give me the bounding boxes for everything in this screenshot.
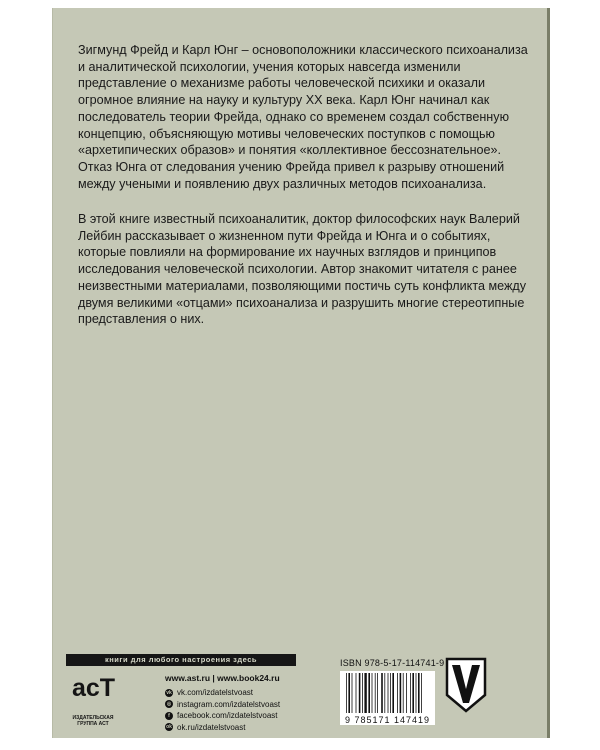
v-badge-icon	[445, 657, 487, 713]
publisher-websites: www.ast.ru | www.book24.ru	[165, 673, 280, 683]
barcode-bar	[412, 673, 414, 713]
barcode-bar	[390, 673, 391, 713]
barcode-bar	[421, 673, 422, 713]
instagram-icon: ◎	[166, 701, 172, 708]
barcode-bar	[359, 673, 361, 713]
publisher-caption: ИЗДАТЕЛЬСКАЯ ГРУППА АСТ	[72, 715, 114, 727]
tagline-bar: книги для любого настроения здесь	[66, 654, 296, 666]
barcode-bar	[372, 673, 373, 713]
barcode-bar	[416, 673, 417, 713]
barcode-bar	[384, 673, 385, 713]
barcode-bar	[377, 673, 378, 713]
publisher-logo	[72, 674, 116, 727]
social-row-vk	[165, 687, 280, 699]
social-link-vk: vk.com/izdatelstvoast	[177, 688, 254, 698]
barcode-bar	[397, 673, 398, 713]
barcode-bar	[362, 673, 363, 713]
description-paragraph-1: Зигмунд Фрейд и Карл Юнг – основоположники классического психоанализа и аналитической психологии, учения которых навсегда изменили представление о механизме работы человеческой психики и оказали огромное влияние на науку и культуру XX века. Карл Юнг начинал как последователь теории Фрейда, однако со временем создал собственную концепцию, объясняющую мотивы человеческих поступков с помощью «архетипических образов» и понятия «коллективное бессознательное». Отказ Юнга от следования учению Фрейда привел к разрыву отношений между учеными и появлению двух различных методов психоанализа.	[78, 43, 528, 191]
barcode-digits: 9 785171 147419	[340, 715, 435, 725]
description-paragraph-2: В этой книге известный психоаналитик, доктор философских наук Валерий Лейбин рассказывает о жизненном пути Фрейда и Юнга и о событиях, которые повлияли на формирование их научных взглядов и принципов исследования человеческой психологии. Автор знакомит читателя с ранее неизвестными материалами, позволяющими постичь суть конфликта между двумя великими «отцами» психоанализа и разрушить многие стереотипные представления о них.	[78, 212, 527, 327]
barcode-bar	[418, 673, 420, 713]
social-link-instagram: instagram.com/izdatelstvoast	[177, 699, 281, 709]
social-row-facebook	[165, 710, 280, 722]
vk-icon: vk	[166, 689, 172, 696]
barcode-bar	[400, 673, 402, 713]
ast-logo-mark: acT	[72, 674, 116, 702]
social-row-instagram	[165, 699, 280, 711]
barcode-bar	[381, 673, 383, 713]
barcode-bar	[406, 673, 407, 713]
spine-edge	[52, 8, 53, 738]
barcode-bar	[368, 673, 370, 713]
social-link-facebook: facebook.com/izdatelstvoast	[177, 711, 278, 721]
barcode-bar	[388, 673, 389, 713]
barcode-bar	[352, 673, 353, 713]
barcode-bar	[364, 673, 366, 713]
barcode-bar	[403, 673, 404, 713]
barcode-bar	[348, 673, 350, 713]
isbn-label: ISBN 978-5-17-114741-9	[340, 658, 445, 668]
barcode-bar	[346, 673, 347, 713]
social-links	[165, 687, 280, 733]
barcode-bar	[410, 673, 411, 713]
social-link-odnoklassniki: ok.ru/izdatelstvoast	[177, 722, 246, 732]
facebook-icon: f	[165, 712, 173, 720]
barcode-bar	[356, 673, 357, 713]
social-row-odnoklassniki	[165, 722, 280, 734]
barcode-bar	[392, 673, 394, 713]
odnoklassniki-icon: ok	[166, 724, 172, 731]
barcode-bar	[375, 673, 376, 713]
